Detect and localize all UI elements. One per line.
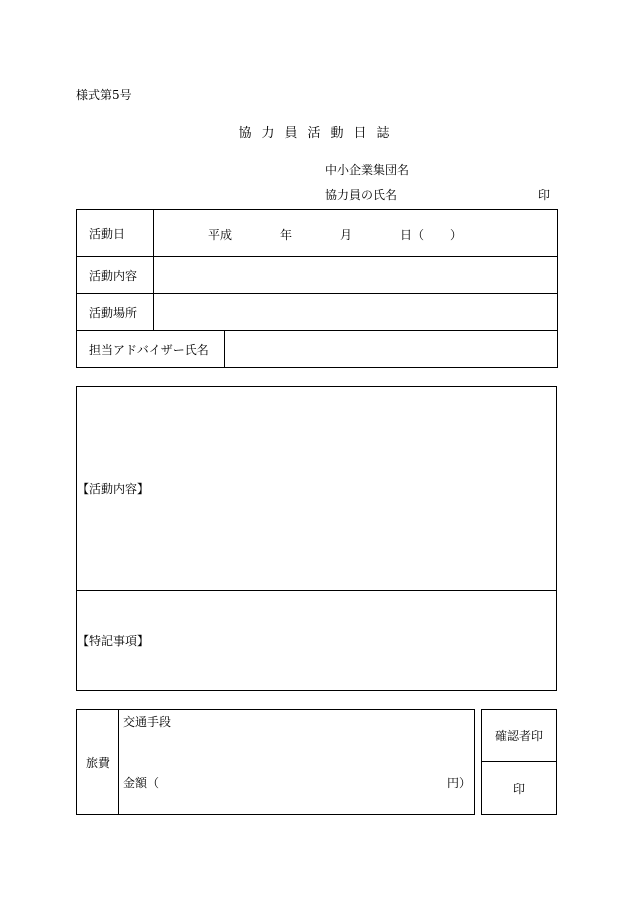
month-unit: 月 [340, 228, 353, 242]
content-row [77, 257, 558, 294]
form-number: 様式第5号 [76, 88, 132, 102]
advisor-row [77, 331, 558, 368]
confirm-label-row [482, 710, 557, 762]
weekday-close: ） [450, 228, 463, 242]
travel-detail-cell[interactable] [119, 710, 475, 815]
travel-expense-table [76, 709, 475, 815]
advisor-name-label: 担当アドバイザー氏名 [77, 331, 225, 368]
confirm-seal-row [482, 762, 557, 815]
group-name-label: 中小企業集団名 [325, 163, 410, 177]
confirmer-seal-label: 確認者印 [482, 710, 557, 762]
confirmer-seal-field[interactable]: 印 [482, 762, 557, 815]
member-name-label: 協力員の氏名 [325, 188, 398, 202]
activity-place-label: 活動場所 [77, 294, 154, 331]
travel-row [77, 710, 475, 815]
amount-label: 金額（ [123, 775, 160, 790]
document-title: 協力員活動日誌 [238, 126, 400, 141]
notes-section-row [77, 591, 557, 691]
date-row-line [77, 210, 558, 257]
activity-notes-table [76, 386, 557, 691]
amount-unit: 円） [447, 775, 472, 790]
place-row [77, 294, 558, 331]
confirmation-table [481, 709, 557, 815]
activity-content-label: 活動内容 [77, 257, 154, 294]
special-notes-heading: 【特記事項】 [77, 634, 150, 648]
member-seal-label: 印 [538, 188, 551, 202]
special-notes-area[interactable] [77, 591, 557, 691]
activity-section-row [77, 387, 557, 591]
era-label: 平成 [208, 228, 233, 242]
transport-label: 交通手段 [123, 714, 172, 729]
activity-content-heading: 【活動内容】 [77, 482, 150, 496]
advisor-name-field[interactable] [225, 331, 558, 368]
activity-place-field[interactable] [154, 294, 558, 331]
year-unit: 年 [280, 228, 293, 242]
activity-date-label: 活動日 [77, 210, 154, 257]
activity-info-table [76, 209, 558, 368]
activity-content-field[interactable] [154, 257, 558, 294]
activity-content-area[interactable] [77, 387, 557, 591]
day-unit: 日（ [400, 228, 425, 242]
travel-label: 旅費 [77, 710, 119, 815]
activity-date-field[interactable] [154, 210, 558, 257]
